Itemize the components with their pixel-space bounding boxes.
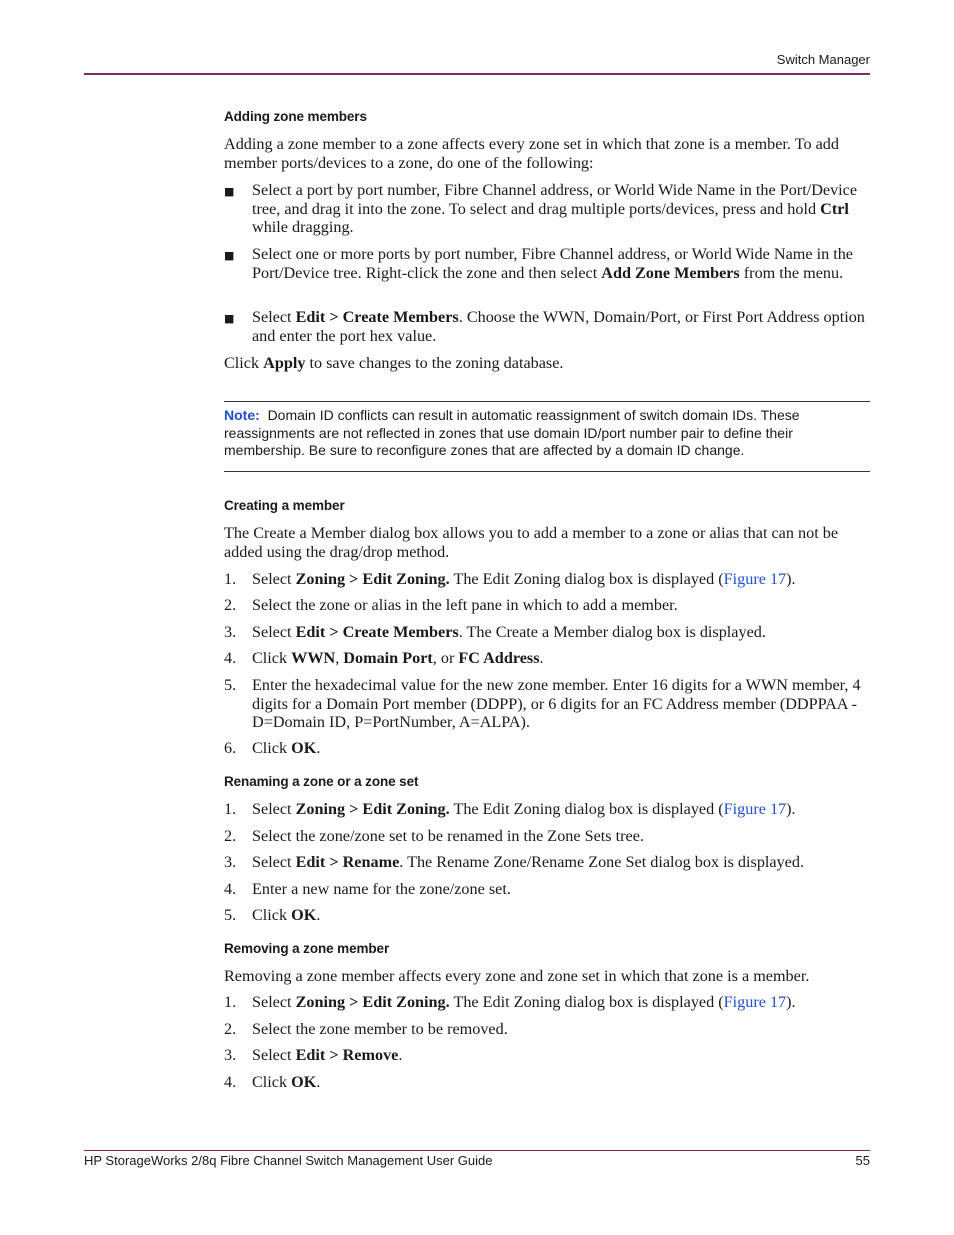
page-number: 55 [855, 1153, 870, 1168]
removing-intro: Removing a zone member affects every zone and zone set in which that zone is a member. [224, 967, 810, 985]
note-label: Note: [224, 407, 260, 423]
header-rule [84, 73, 870, 75]
running-header: Switch Manager [776, 52, 870, 67]
note-box [224, 407, 870, 460]
figure-link[interactable]: Figure 17 [723, 800, 787, 818]
square-bullet-icon: ■ [224, 185, 235, 198]
square-bullet-icon: ■ [224, 249, 235, 262]
note-text: Domain ID conflicts can result in automatic reassignment of switch domain IDs. These reassignments are not reflected in zones that use domain ID/port number pair to define their membership. Be sure to reconfigure zones that are affected by a domain ID change. [224, 407, 800, 458]
adding-intro: Adding a zone member to a zone affects every zone set in which that zone is a member. To add member ports/devices to a zone, do one of the following: [224, 135, 839, 172]
creating-intro: The Create a Member dialog box allows you to add a member to a zone or alias that can not be added using the drag/drop method. [224, 524, 839, 561]
footer-title: HP StorageWorks 2/8q Fibre Channel Switch Management User Guide [84, 1153, 493, 1168]
heading-creating-a-member: Creating a member [224, 498, 345, 513]
heading-renaming: Renaming a zone or a zone set [224, 774, 419, 789]
heading-removing: Removing a zone member [224, 941, 390, 956]
note-bottom-rule [224, 471, 870, 472]
footer-rule [84, 1150, 870, 1151]
figure-link[interactable]: Figure 17 [723, 570, 787, 588]
square-bullet-icon: ■ [224, 312, 235, 325]
note-top-rule [224, 401, 870, 402]
apply-instruction: Click Apply to save changes to the zoning database. [224, 354, 564, 372]
figure-link[interactable]: Figure 17 [723, 993, 787, 1011]
heading-adding-zone-members: Adding zone members [224, 109, 367, 124]
